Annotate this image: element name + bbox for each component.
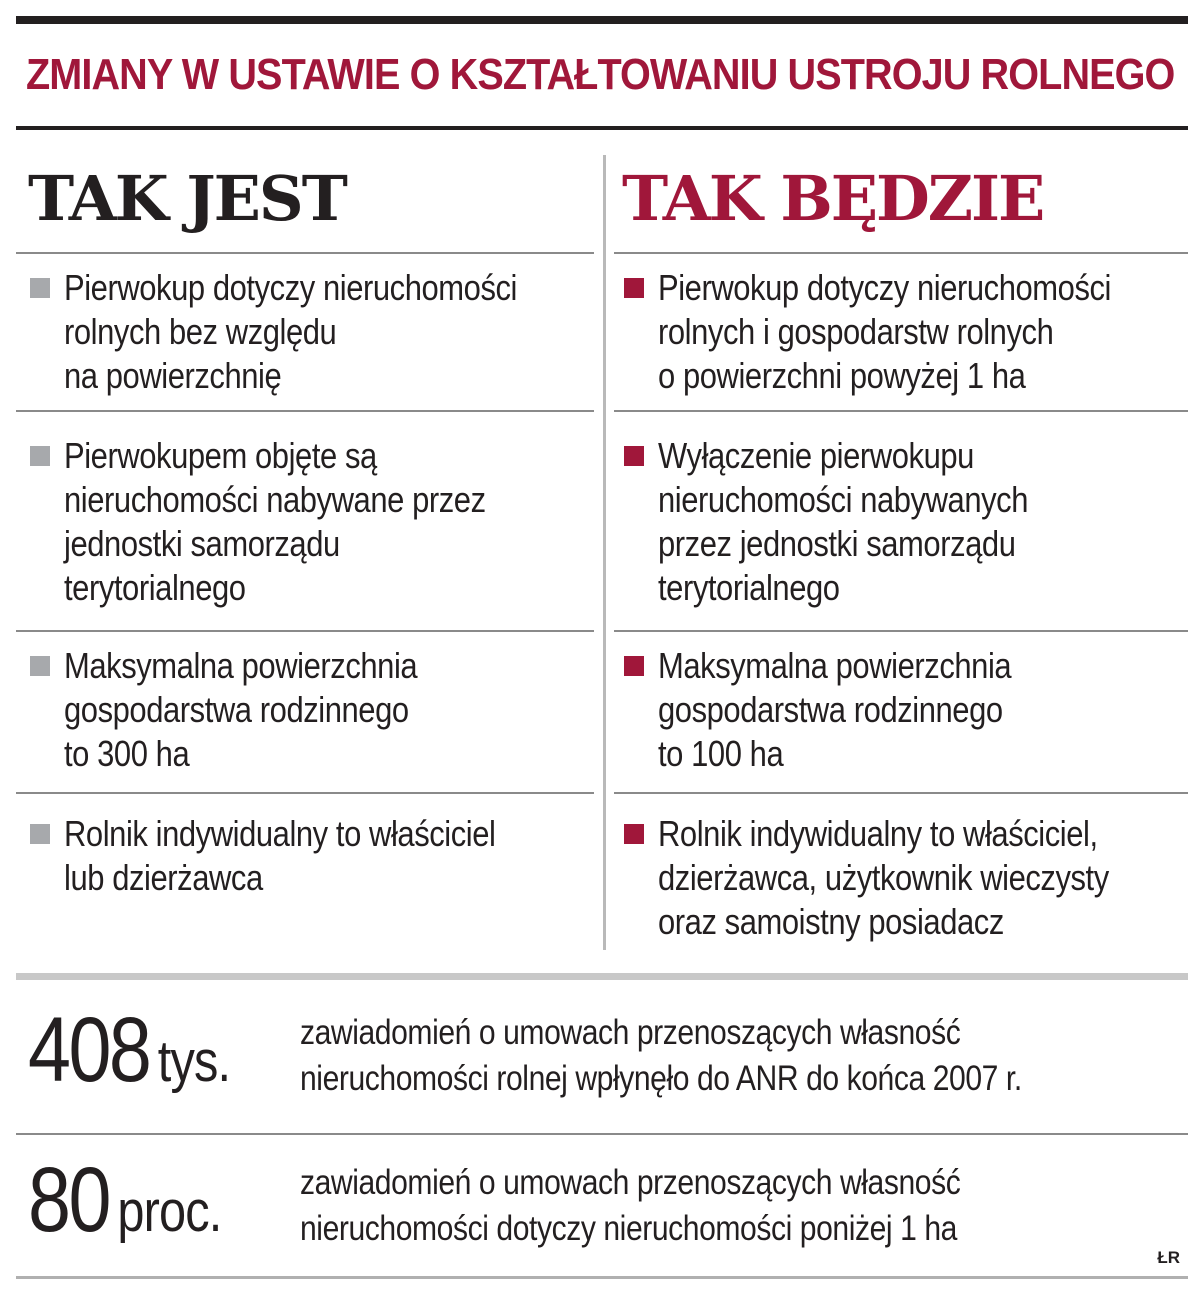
stats-rule [16, 1133, 1188, 1135]
current-rule-item: Pierwokupem objęte są nieruchomości nabywane przez jednostki samorządu terytorialnego [64, 435, 486, 608]
author-credit: ŁR [1157, 1248, 1180, 1267]
stat-number: 80 [28, 1149, 109, 1251]
row-separator [16, 252, 594, 254]
future-rule-item: Wyłączenie pierwokupu nieruchomości nabywanych przez jednostki samorządu terytorialnego [658, 435, 1029, 608]
bullet-icon [30, 824, 50, 844]
bullet-icon [30, 278, 50, 298]
bullet-icon [624, 278, 644, 298]
infographic-title: ZMIANY W USTAWIE O KSZTAŁTOWANIU USTROJU ROLNEGO [26, 50, 1175, 99]
row-separator [614, 630, 1188, 632]
column-divider [603, 155, 606, 950]
stat-unit: proc. [117, 1179, 222, 1244]
stat-description: zawiadomień o umowach przenoszących własność nieruchomości dotyczy nieruchomości poniżej 1 ha [300, 1163, 961, 1248]
bullet-icon [624, 446, 644, 466]
current-rule-item: Maksymalna powierzchnia gospodarstwa rodzinnego to 300 ha [64, 645, 418, 774]
bullet-icon [30, 446, 50, 466]
row-separator [16, 630, 594, 632]
stat-number: 408 [28, 999, 150, 1101]
column-heading-future: TAK BĘDZIE [622, 162, 1044, 235]
stat-figure [28, 998, 230, 1103]
row-separator [614, 410, 1188, 412]
stats-rule [16, 973, 1188, 980]
title-rule [16, 126, 1188, 130]
column-heading-current: TAK JEST [28, 162, 346, 235]
bullet-icon [624, 656, 644, 676]
bullet-icon [624, 824, 644, 844]
current-rule-item: Pierwokup dotyczy nieruchomości rolnych bez względu na powierzchnię [64, 267, 517, 396]
future-rule-item: Rolnik indywidualny to właściciel, dzierżawca, użytkownik wieczysty oraz samoistny posiadacz [658, 813, 1109, 942]
stat-unit: tys. [157, 1029, 231, 1094]
top-rule [16, 16, 1188, 24]
row-separator [614, 792, 1188, 794]
bullet-icon [30, 656, 50, 676]
bottom-rule [16, 1276, 1188, 1279]
future-rule-item: Pierwokup dotyczy nieruchomości rolnych i gospodarstw rolnych o powierzchni powyżej 1 ha [658, 267, 1111, 396]
row-separator [16, 792, 594, 794]
row-separator [614, 252, 1188, 254]
stat-description: zawiadomień o umowach przenoszących własność nieruchomości rolnej wpłynęło do ANR do końca 2007 r. [300, 1013, 1022, 1098]
future-rule-item: Maksymalna powierzchnia gospodarstwa rodzinnego to 100 ha [658, 645, 1012, 774]
stat-figure [28, 1148, 221, 1253]
current-rule-item: Rolnik indywidualny to właściciel lub dzierżawca [64, 813, 496, 898]
row-separator [16, 410, 594, 412]
